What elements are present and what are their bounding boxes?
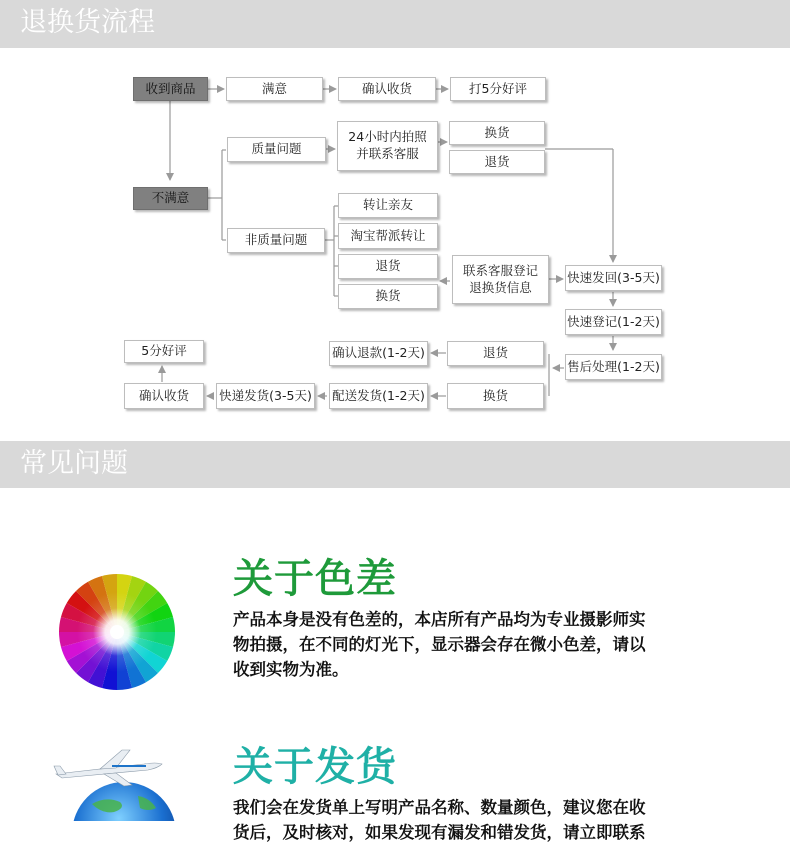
flow-quick-register: 快速登记(1-2天): [565, 309, 662, 335]
flow-delivery-dispatch: 配送发货(1-2天): [329, 383, 428, 409]
flow-return-1: 退货: [449, 150, 545, 174]
flow-express-return: 快速发回(3-5天): [565, 265, 662, 291]
flow-return-2: 退货: [338, 254, 438, 279]
flow-five-star-review: 打5分好评: [450, 77, 546, 101]
flow-confirm-refund: 确认退款(1-2天): [329, 341, 428, 366]
section-banner-faq: [0, 441, 790, 488]
flow-transfer-friends: 转让亲友: [338, 193, 438, 218]
flow-quality-issue: 质量问题: [227, 137, 326, 162]
faq-text-shipping: [233, 795, 646, 845]
flow-satisfied: 满意: [226, 77, 323, 101]
flow-non-quality-issue: 非质量问题: [227, 228, 325, 253]
faq-title-shipping: 关于发货: [233, 744, 397, 790]
section-title-returns: 退换货流程: [20, 7, 155, 38]
airplane-globe-icon: [52, 742, 182, 821]
flow-exchange-1: 换货: [449, 121, 545, 145]
faq-line: 货后，及时核对，如果发现有漏发和错发货，请立即联系: [233, 823, 646, 842]
flow-exchange-3: 换货: [447, 383, 544, 409]
section-title-faq: 常见问题: [20, 448, 128, 479]
flow-return-3: 退货: [447, 341, 544, 366]
flow-received: 收到商品: [133, 77, 208, 101]
flow-taobao-transfer: 淘宝帮派转让: [338, 223, 438, 249]
faq-line: 产品本身是没有色差的，本店所有产品均为专业摄影师实: [233, 610, 646, 629]
flow-unsatisfied: 不满意: [133, 187, 208, 210]
color-wheel-icon: [58, 573, 176, 691]
flow-express-ship: 快递发货(3-5天): [216, 383, 315, 409]
flow-confirm-receipt: 确认收货: [338, 77, 436, 101]
flow-contact-register: 联系客服登记 退换货信息: [452, 255, 549, 304]
flow-exchange-2: 换货: [338, 284, 438, 309]
flow-after-sales: 售后处理(1-2天): [565, 354, 662, 380]
flow-confirm-receipt-2: 确认收货: [124, 383, 204, 409]
flow-photo-contact: 24小时内拍照 并联系客服: [337, 121, 438, 171]
faq-line: 收到实物为准。: [233, 660, 349, 679]
faq-line: 物拍摄，在不同的灯光下，显示器会存在微小色差，请以: [233, 635, 646, 654]
faq-text-color-difference: [233, 607, 646, 682]
faq-line: 我们会在发货单上写明产品名称、数量颜色，建议您在收: [233, 798, 646, 817]
faq-title-color-difference: 关于色差: [233, 556, 397, 602]
flow-five-star-review-2: 5分好评: [124, 340, 204, 363]
